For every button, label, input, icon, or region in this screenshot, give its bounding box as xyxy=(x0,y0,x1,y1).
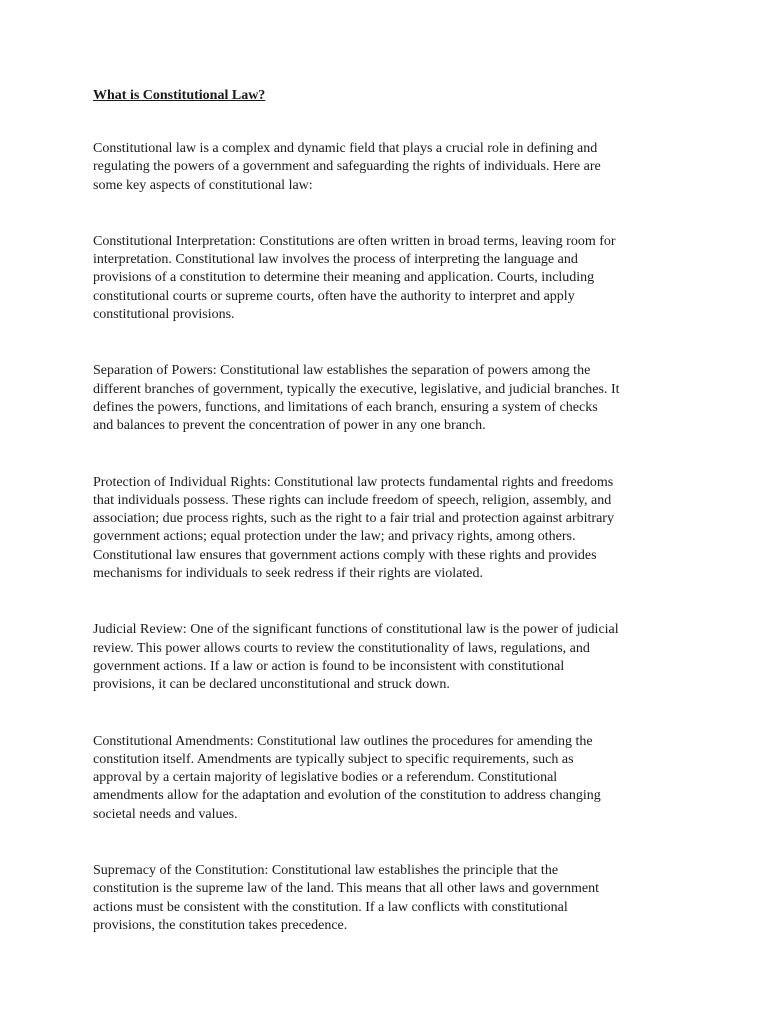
paragraph-line: Constitutional law is a complex and dynamic field that plays a crucial role in defining and xyxy=(93,141,598,156)
paragraph-line: regulating the powers of a government and safeguarding the rights of individuals. Here are xyxy=(93,159,601,175)
paragraph-line: provisions, it can be declared unconstitutional and struck down. xyxy=(93,677,450,693)
paragraph-line: government actions; equal protection under the law; and privacy rights, among others. xyxy=(93,529,576,545)
paragraph-line: Judicial Review: One of the significant functions of constitutional law is the power of judicial xyxy=(93,622,619,638)
paragraph-judicial-review xyxy=(93,621,683,694)
paragraph-line: constitution is the supreme law of the land. This means that all other laws and government xyxy=(93,881,599,897)
paragraph-line: different branches of government, typically the executive, legislative, and judicial branches. It xyxy=(93,381,620,397)
paragraph-line: some key aspects of constitutional law: xyxy=(93,177,313,193)
paragraph-line: association; due process rights, such as the right to a fair trial and protection against arbitrary xyxy=(93,511,614,527)
paragraph-line: constitutional provisions. xyxy=(93,307,235,323)
paragraph-separation-of-powers xyxy=(93,362,683,435)
paragraph-line: review. This power allows courts to review the constitutionality of laws, regulations, and xyxy=(93,640,590,656)
paragraph-constitutional-amendments xyxy=(93,733,683,824)
paragraph-line: that individuals possess. These rights can include freedom of speech, religion, assembly, and xyxy=(93,492,612,508)
paragraph-line: provisions of a constitution to determine their meaning and application. Courts, including xyxy=(93,270,595,286)
paragraph-line: provisions, the constitution takes precedence. xyxy=(93,917,348,933)
paragraph-line: interpretation. Constitutional law involves the process of interpreting the language and xyxy=(93,252,578,268)
paragraph-line: actions must be consistent with the constitution. If a law conflicts with constitutional xyxy=(93,899,568,915)
paragraph-supremacy-of-the-constitution xyxy=(93,862,683,935)
paragraph-line: societal needs and values. xyxy=(93,806,238,822)
paragraph-line: mechanisms for individuals to seek redress if their rights are violated. xyxy=(93,566,483,582)
paragraph-line: and balances to prevent the concentration of power in any one branch. xyxy=(93,418,486,434)
paragraph-intro xyxy=(93,140,683,195)
paragraph-line: constitution itself. Amendments are typically subject to specific requirements, such as xyxy=(93,751,574,767)
paragraph-line: constitutional courts or supreme courts, often have the authority to interpret and apply xyxy=(93,288,575,304)
paragraph-line: Separation of Powers: Constitutional law establishes the separation of powers among the xyxy=(93,363,591,379)
paragraph-line: Constitutional Interpretation: Constitutions are often written in broad terms, leaving room for xyxy=(93,233,616,249)
paragraph-line: government actions. If a law or action is found to be inconsistent with constitutional xyxy=(93,658,565,674)
document-page xyxy=(93,87,683,935)
document-title: What is Constitutional Law? xyxy=(93,88,266,103)
paragraph-constitutional-interpretation xyxy=(93,233,683,324)
paragraph-line: approval by a certain majority of legislative bodies or a referendum. Constitutional xyxy=(93,770,558,786)
paragraph-line: Constitutional law ensures that government actions comply with these rights and provides xyxy=(93,547,597,563)
paragraph-line: amendments allow for the adaptation and evolution of the constitution to address changing xyxy=(93,788,601,804)
paragraph-line: Supremacy of the Constitution: Constitutional law establishes the principle that the xyxy=(93,863,559,879)
paragraph-line: Protection of Individual Rights: Constitutional law protects fundamental rights and freedoms xyxy=(93,474,614,490)
paragraph-protection-of-individual-rights xyxy=(93,474,683,584)
paragraph-line: Constitutional Amendments: Constitutional law outlines the procedures for amending the xyxy=(93,733,593,749)
paragraph-line: defines the powers, functions, and limitations of each branch, ensuring a system of checks xyxy=(93,399,598,415)
